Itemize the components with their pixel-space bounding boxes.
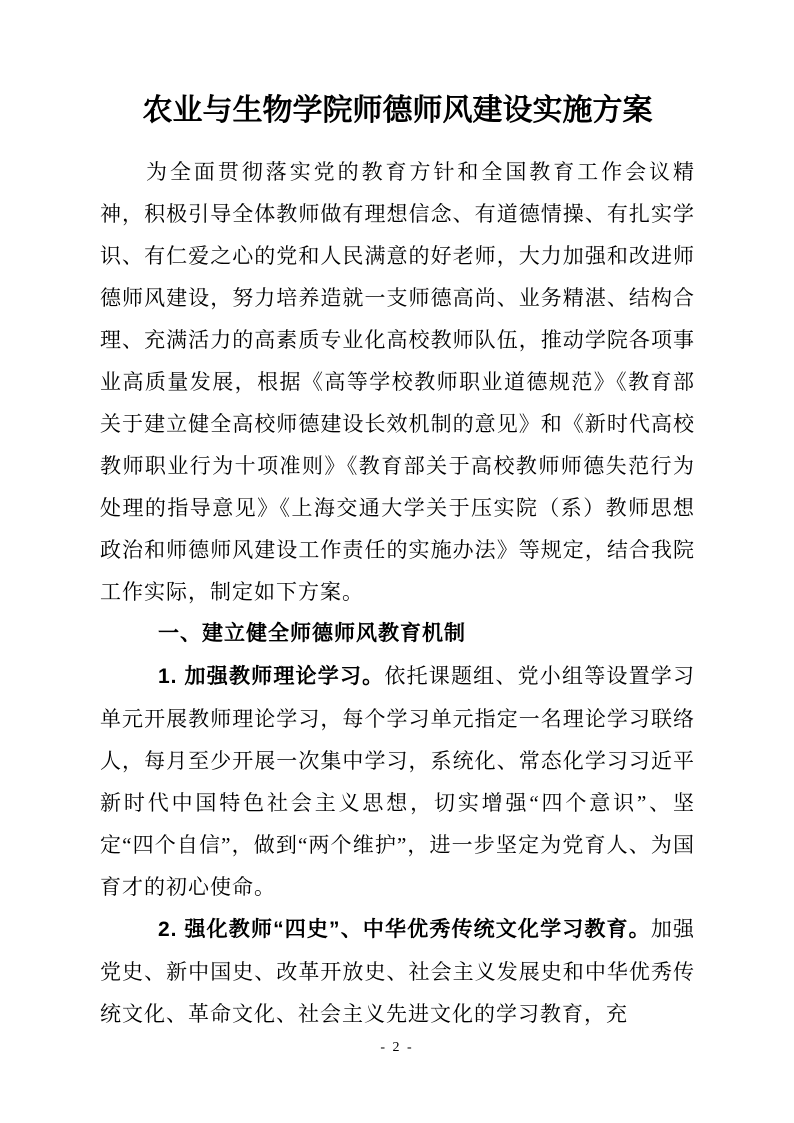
page-number: - 2 -: [380, 1040, 414, 1055]
section-heading: 一、建立健全师德师风教育机制: [158, 622, 466, 645]
paragraph-lead: 1. 加强教师理论学习。: [158, 665, 385, 688]
paragraph: 1. 加强教师理论学习。依托课题组、党小组等设置学习单元开展教师理论学习，每个学习单元指定一名理论学习联络人，每月至少开展一次集中学习，系统化、常态化学习习近平新时代中国特色社会主义思想，切实增强“四个意识”、坚定“四个自信”，做到“两个维护”，进一步坚定为党育人、为国育才的初心使命。: [100, 664, 695, 899]
paragraph: 2. 强化教师“四史”、中华优秀传统文化学习教育。加强党史、新中国史、改革开放史、社会主义发展史和中华优秀传统文化、革命文化、社会主义先进文化的学习教育，充: [100, 917, 695, 1026]
document-body: [100, 151, 695, 1035]
paragraph: 为全面贯彻落实党的教育方针和全国教育工作会议精神，积极引导全体教师做有理想信念、有道德情操、有扎实学识、有仁爱之心的党和人民满意的好老师，大力加强和改进师德师风建设，努力培养造就一支师德高尚、业务精湛、结构合理、充满活力的高素质专业化高校教师队伍，推动学院各项事业高质量发展，根据《高等学校教师职业道德规范》《教育部关于建立健全高校师德建设长效机制的意见》和《新时代高校教师职业行为十项准则》《教育部关于高校教师师德失范行为处理的指导意见》《上海交通大学关于压实院（系）教师思想政治和师德师风建设工作责任的实施办法》等规定，结合我院工作实际，制定如下方案。: [100, 160, 695, 604]
paragraph-lead: 2. 强化教师“四史”、中华优秀传统文化学习教育。: [158, 918, 651, 941]
document-title: 农业与生物学院师德师风建设实施方案: [142, 94, 653, 127]
